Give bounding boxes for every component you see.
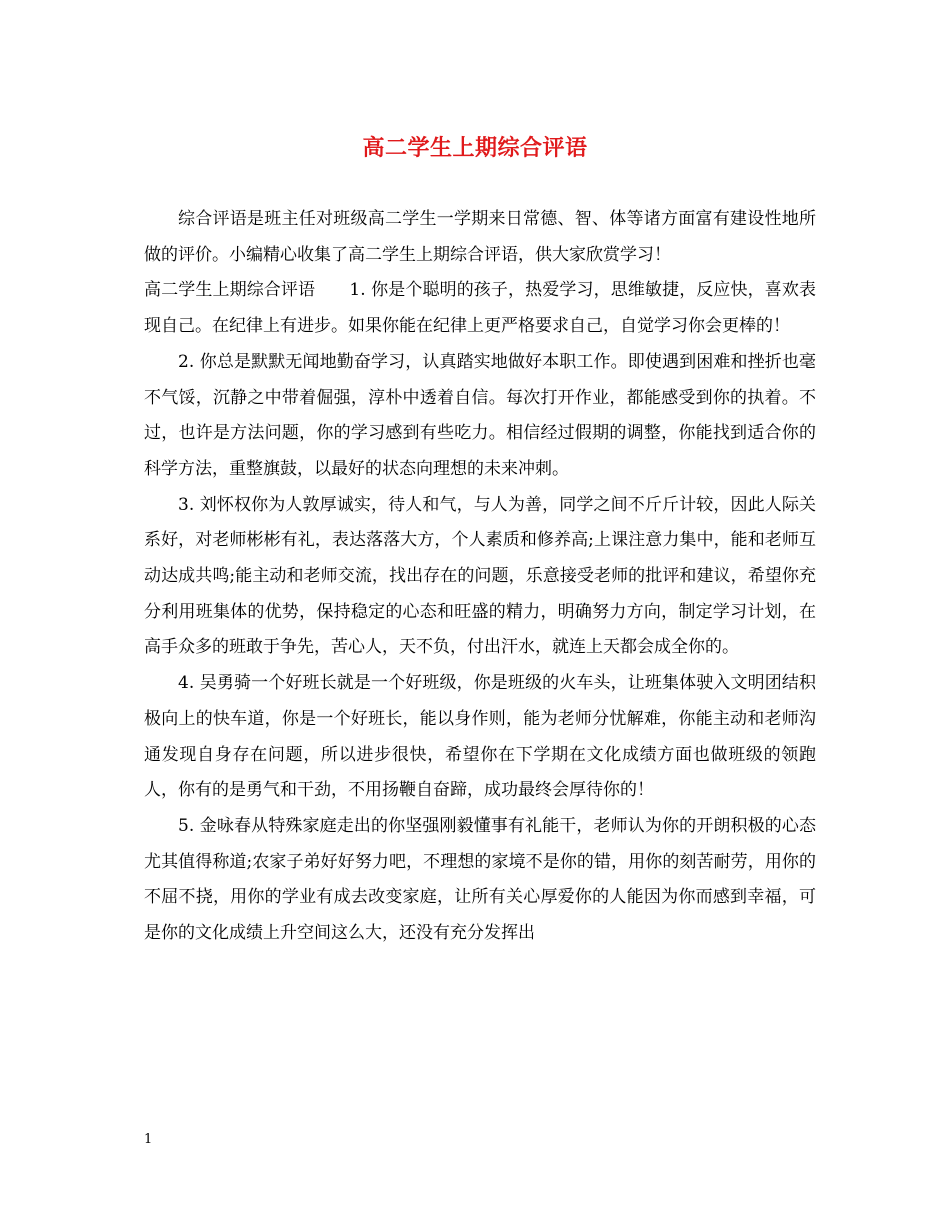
paragraph-item-1: 高二学生上期综合评语 1. 你是个聪明的孩子，热爱学习，思维敏捷，反应快，喜欢表现自己。在纪律上有进步。如果你能在纪律上更严格要求自己，自觉学习你会更棒的！ bbox=[144, 280, 816, 337]
document-body bbox=[144, 202, 816, 952]
paragraph-item-3: 3. 刘怀权你为人敦厚诚实，待人和气，与人为善，同学之间不斤斤计较，因此人际关系好，对老师彬彬有礼，表达落落大方，个人素质和修养高;上课注意力集中，能和老师互动达成共鸣;能主动和老师交流，找出存在的问题，乐意接受老师的批评和建议，希望你充分利用班集体的优势，保持稳定的心态和旺盛的精力，明确努力方向，制定学习计划，在高手众多的班敢于争先，苦心人，天不负，付出汗水，就连上天都会成全你的。 bbox=[144, 494, 816, 658]
page-number: 1 bbox=[144, 1132, 153, 1147]
paragraph-item-5: 5. 金咏春从特殊家庭走出的你坚强刚毅懂事有礼能干，老师认为你的开朗积极的心态尤其值得称道;农家子弟好好努力吧，不理想的家境不是你的错，用你的刻苦耐劳，用你的不屈不挠，用你的学业有成去改变家庭，让所有关心厚爱你的人能因为你而感到幸福，可是你的文化成绩上升空间这么大，还没有充分发挥出 bbox=[144, 815, 816, 944]
document-title: 高二学生上期综合评语 bbox=[362, 135, 588, 161]
paragraph-intro: 综合评语是班主任对班级高二学生一学期来日常德、智、体等诸方面富有建设性地所做的评价。小编精心收集了高二学生上期综合评语，供大家欣赏学习！ bbox=[144, 209, 816, 265]
paragraph-item-2: 2. 你总是默默无闻地勤奋学习，认真踏实地做好本职工作。即使遇到困难和挫折也毫不气馁，沉静之中带着倔强，淳朴中透着自信。每次打开作业，都能感受到你的执着。不过，也许是方法问题，你的学习感到有些吃力。相信经过假期的调整，你能找到适合你的科学方法，重整旗鼓，以最好的状态向理想的未来冲刺。 bbox=[144, 351, 816, 479]
paragraph-item-4: 4. 吴勇骑一个好班长就是一个好班级，你是班级的火车头，让班集体驶入文明团结积极向上的快车道，你是一个好班长，能以身作则，能为老师分忧解难，你能主动和老师沟通发现自身存在问题，所以进步很快，希望你在下学期在文化成绩方面也做班级的领跑人，你有的是勇气和干劲，不用扬鞭自奋蹄，成功最终会厚待你的！ bbox=[144, 673, 816, 801]
